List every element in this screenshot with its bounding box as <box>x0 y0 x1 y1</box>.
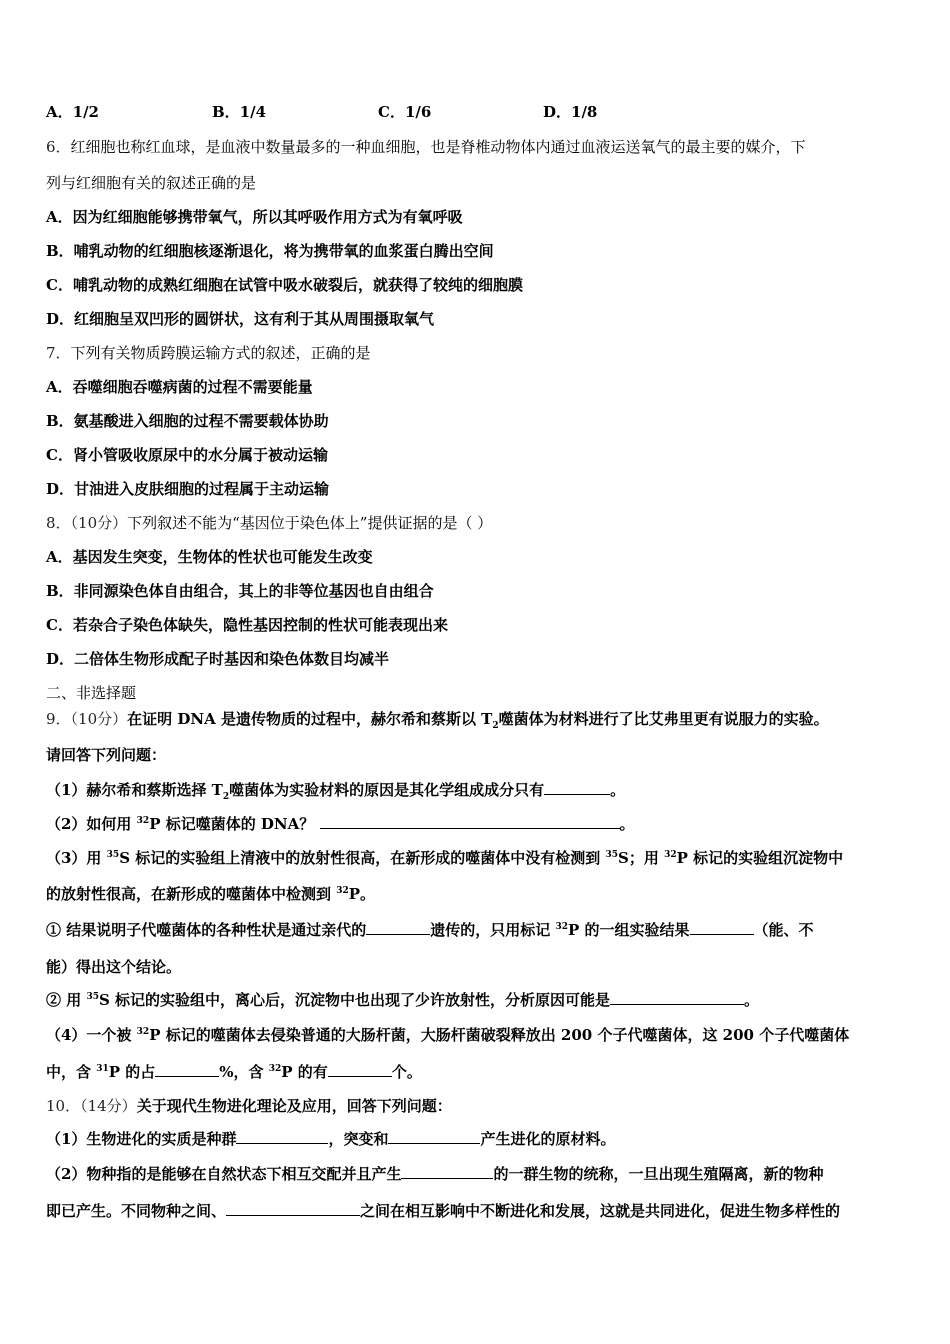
answer-blank[interactable] <box>226 1201 360 1216</box>
question-number: 7． <box>46 344 71 362</box>
q9-stem: 9．（10分）在证明 DNA 是遗传物质的过程中，赫尔希和蔡斯以 $T_2$噬菌体为材料进行了比艾弗里更有说服力的实验。 <box>46 710 829 731</box>
q8-option-c: C．若杂合子染色体缺失，隐性基因控制的性状可能表现出来 <box>46 616 448 634</box>
question-number: 9． <box>46 710 71 728</box>
answer-blank[interactable] <box>328 1062 392 1077</box>
q5-option-d: D．1/8 <box>543 103 598 121</box>
q10-part2-line1: （2）物种指的是能够在自然状态下相互交配并且产生 的一群生物的统称，一旦出现生殖隔离，新的物种 <box>46 1165 824 1183</box>
answer-blank[interactable] <box>544 780 610 795</box>
q8-option-a: A．基因发生突变，生物体的性状也可能发生改变 <box>46 548 373 566</box>
q8-option-b: B．非同源染色体自由组合，其上的非等位基因也自由组合 <box>46 582 434 600</box>
q10-stem: 10．（14分）关于现代生物进化理论及应用，回答下列问题： <box>46 1097 452 1115</box>
q7-stem: 7．下列有关物质跨膜运输方式的叙述，正确的是 <box>46 344 371 362</box>
answer-blank[interactable] <box>610 990 744 1005</box>
q9-sub2: ② 用 $^{35}$S 标记的实验组中，离心后，沉淀物中也出现了少许放射性，分析原因可能是 。 <box>46 991 760 1009</box>
q6-option-d: D．红细胞呈双凹形的圆饼状，这有利于其从周围摄取氧气 <box>46 310 435 328</box>
answer-blank[interactable] <box>690 920 754 935</box>
q9-part3-line2: 的放射性很高，在新形成的噬菌体中检测到 $^{32}$P。 <box>46 885 376 903</box>
q6-stem-line2: 列与红细胞有关的叙述正确的是 <box>46 174 257 192</box>
q7-option-b: B．氨基酸进入细胞的过程不需要载体协助 <box>46 412 329 430</box>
q6-option-a: A．因为红细胞能够携带氧气，所以其呼吸作用方式为有氧呼吸 <box>46 208 463 226</box>
answer-blank[interactable] <box>401 1164 493 1179</box>
q7-option-a: A．吞噬细胞吞噬病菌的过程不需要能量 <box>46 378 313 396</box>
q9-part2: （2）如何用 $^{32}$P 标记噬菌体的 DNA？ 。 <box>46 815 635 833</box>
question-number: 10． <box>46 1097 81 1115</box>
answer-blank[interactable] <box>236 1129 328 1144</box>
q9-sub1-line2: 能）得出这个结论。 <box>46 958 182 976</box>
q9-part4-line1: （4）一个被 $^{32}$P 标记的噬菌体去侵染普通的大肠杆菌，大肠杆菌破裂释放出 200 个子代噬菌体，这 200 个子代噬菌体 <box>46 1026 850 1044</box>
q9-sub1-line1: ① 结果说明子代噬菌体的各种性状是通过亲代的 遗传的，只用标记 $^{32}$P 的一组实验结果 （能、不 <box>46 921 814 939</box>
answer-blank[interactable] <box>155 1062 219 1077</box>
q6-option-b: B．哺乳动物的红细胞核逐渐退化，将为携带氧的血浆蛋白腾出空间 <box>46 242 494 260</box>
q9-part4-line2: 中，含 $^{31}$P 的占 %，含 $^{32}$P 的有 个。 <box>46 1063 422 1081</box>
q10-part2-line2: 即已产生。不同物种之间、 之间在相互影响中不断进化和发展，这就是共同进化，促进生物多样性的 <box>46 1202 841 1220</box>
section-heading: 二、非选择题 <box>46 684 137 702</box>
question-score: （14分） <box>80 1097 137 1115</box>
q10-part1: （1）生物进化的实质是种群 ，突变和 产生进化的原材料。 <box>46 1130 616 1148</box>
q8-stem: 8．（10分）下列叙述不能为“基因位于染色体上”提供证据的是（ ） <box>46 514 493 532</box>
question-score: （10分） <box>70 710 128 728</box>
q9-part3-line1: （3）用 $^{35}$S 标记的实验组上清液中的放射性很高，在新形成的噬菌体中没有检测到 $^{35}$S；用 $^{32}$P 标记的实验组沉淀物中 <box>46 849 844 867</box>
q8-option-d: D．二倍体生物形成配子时基因和染色体数目均减半 <box>46 650 390 668</box>
answer-blank[interactable] <box>388 1129 480 1144</box>
q9-stem-line2: 请回答下列问题： <box>46 746 167 764</box>
q6-stem-line1: 6．红细胞也称红血球，是血液中数量最多的一种血细胞，也是脊椎动物体内通过血液运送氧气的最主要的媒介，下 <box>46 138 806 156</box>
answer-blank[interactable] <box>320 814 620 829</box>
q5-option-b: B．1/4 <box>212 103 267 121</box>
q5-option-a: A．1/2 <box>46 103 99 121</box>
answer-blank[interactable] <box>366 920 430 935</box>
q9-part1: （1）赫尔希和蔡斯选择 $T_2$噬菌体为实验材料的原因是其化学组成成分只有 。 <box>46 781 626 802</box>
question-score: （10分） <box>70 514 128 532</box>
q5-option-c: C．1/6 <box>378 103 432 121</box>
q7-option-c: C．肾小管吸收原尿中的水分属于被动运输 <box>46 446 328 464</box>
q6-option-c: C．哺乳动物的成熟红细胞在试管中吸水破裂后，就获得了较纯的细胞膜 <box>46 276 523 294</box>
q7-option-d: D．甘油进入皮肤细胞的过程属于主动运输 <box>46 480 330 498</box>
question-number: 6． <box>46 138 71 156</box>
question-number: 8． <box>46 514 71 532</box>
